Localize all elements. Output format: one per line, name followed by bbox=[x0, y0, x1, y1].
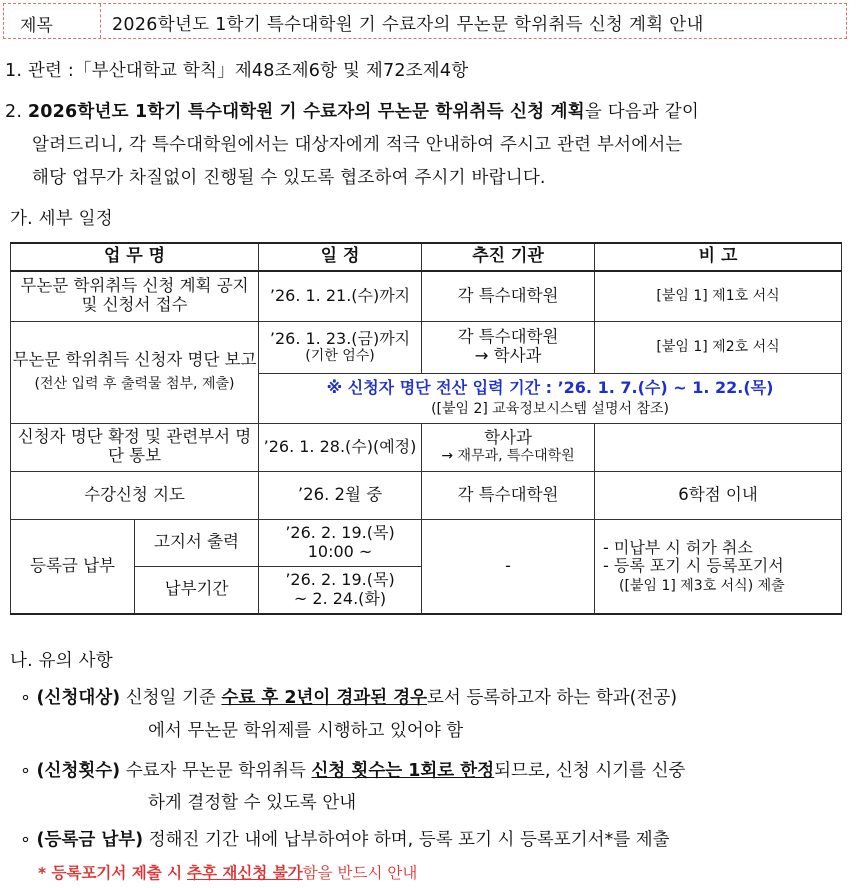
subtask-cell: 고지서 출력 bbox=[135, 519, 259, 566]
title-box bbox=[3, 3, 847, 39]
note-line: ([붙임 1] 제3호 서식) 제출 bbox=[619, 577, 785, 594]
input-period-reference: ([붙임 2] 교육정보시스템 설명서 참조) bbox=[431, 401, 669, 418]
note-line: - 등록 포기 시 등록포기서 bbox=[603, 556, 784, 576]
date-subtext: ~ 2. 24.(화) bbox=[293, 588, 387, 608]
bullet-icon: ∘ bbox=[20, 830, 31, 850]
note-count-line-2: 하게 결정할 수 있도록 안내 bbox=[148, 793, 357, 813]
note-head: (신청횟수) bbox=[36, 761, 121, 781]
date-cell bbox=[259, 321, 422, 373]
note-underline: 수료 후 2년이 경과된 경우 bbox=[221, 688, 428, 708]
date-cell: ’26. 1. 28.(수)(예정) bbox=[259, 423, 422, 471]
date-subtext: 10:00 ~ bbox=[307, 541, 373, 561]
org-text: 각 특수대학원 bbox=[457, 327, 559, 347]
note-text: 되므로, 신청 시기를 신중 bbox=[494, 761, 686, 781]
note-count bbox=[20, 757, 685, 782]
note-text: 신청일 기준 bbox=[125, 688, 216, 708]
date-text: ’26. 2. 19.(목) bbox=[285, 570, 395, 590]
note-target-line-2: 에서 무논문 학위제를 시행하고 있어야 함 bbox=[148, 721, 464, 741]
schedule-table bbox=[10, 242, 842, 615]
note-text: 정해진 기간 내에 납부하여야 하며, 등록 포기 시 등록포기서*를 제출 bbox=[148, 830, 670, 850]
note-underline: 신청 횟수는 1회로 한정 bbox=[311, 761, 495, 781]
date-cell: ’26. 2월 중 bbox=[259, 471, 422, 519]
header-task: 업 무 명 bbox=[11, 243, 259, 271]
table-row bbox=[11, 321, 842, 373]
warning-note bbox=[38, 861, 417, 883]
title-divider bbox=[100, 4, 101, 38]
item-1-reference: 1. 관련 :「부산대학교 학칙」제48조제6항 및 제72조제4항 bbox=[5, 61, 469, 81]
org-cell: - bbox=[422, 519, 595, 614]
header-org: 추진 기관 bbox=[422, 243, 595, 271]
highlight-cell bbox=[259, 373, 842, 423]
org-cell bbox=[422, 423, 595, 471]
task-cell: 신청자 명단 확정 및 관련부서 명단 통보 bbox=[11, 423, 259, 471]
note-cell: [붙임 1] 제2호 서식 bbox=[595, 321, 842, 373]
org-subtext: → 학사과 bbox=[474, 346, 542, 365]
table-row bbox=[11, 271, 842, 321]
note-payment bbox=[20, 826, 670, 851]
date-text: ’26. 2. 19.(목) bbox=[285, 523, 395, 543]
note-text: 로서 등록하고자 하는 학과(전공) bbox=[427, 688, 678, 708]
task-cell: 수강신청 지도 bbox=[11, 471, 259, 519]
note-head: (신청대상) bbox=[36, 688, 121, 708]
subtask-cell: 납부기간 bbox=[135, 566, 259, 614]
task-cell: 등록금 납부 bbox=[11, 519, 135, 614]
task-cell bbox=[11, 321, 259, 423]
table-row bbox=[11, 471, 842, 519]
input-period-highlight: ※ 신청자 명단 전산 입력 기간 : ’26. 1. 7.(수) ~ 1. 22.(목) bbox=[326, 377, 774, 397]
table-row bbox=[11, 423, 842, 471]
document-title: 2026학년도 1학기 특수대학원 기 수료자의 무논문 학위취득 신청 계획 안내 bbox=[112, 15, 704, 35]
warning-lead: * 등록포기서 제출 시 bbox=[38, 864, 183, 882]
note-cell bbox=[595, 519, 842, 614]
date-cell bbox=[259, 519, 422, 566]
org-text: 학사과 bbox=[484, 428, 532, 448]
bullet-icon: ∘ bbox=[20, 688, 31, 708]
task-text: 무논문 학위취득 신청자 명단 보고 bbox=[12, 350, 257, 370]
header-schedule: 일 정 bbox=[259, 243, 422, 271]
note-cell: 6학점 이내 bbox=[595, 471, 842, 519]
item-2-line-3: 해당 업무가 차질없이 진행될 수 있도록 협조하여 주시기 바랍니다. bbox=[32, 168, 546, 188]
section-b-heading: 나. 유의 사항 bbox=[10, 651, 113, 671]
section-a-heading: 가. 세부 일정 bbox=[10, 209, 113, 229]
date-subtext: (기한 엄수) bbox=[305, 348, 375, 365]
warning-underline: 추후 재신청 불가 bbox=[187, 864, 303, 882]
note-target bbox=[20, 684, 677, 709]
task-subtext: (전산 입력 후 출력물 첨부, 제출) bbox=[34, 376, 235, 393]
title-label: 제목 bbox=[20, 16, 53, 36]
item-2-line-1 bbox=[5, 98, 699, 123]
note-head: (등록금 납부) bbox=[36, 830, 144, 850]
date-cell: ’26. 1. 21.(수)까지 bbox=[259, 271, 422, 321]
org-cell bbox=[422, 321, 595, 373]
note-text: 수료자 무논문 학위취득 bbox=[125, 761, 306, 781]
item-2-line-2: 알려드리니, 각 특수대학원에서는 대상자에게 적극 안내하여 주시고 관련 부서에서는 bbox=[32, 135, 683, 155]
warning-tail: 함을 반드시 안내 bbox=[302, 864, 418, 882]
org-subtext: → 재무과, 특수대학원 bbox=[441, 448, 575, 465]
table-row bbox=[11, 519, 842, 566]
item-2-number: 2. bbox=[5, 102, 23, 122]
date-text: ’26. 1. 23.(금)까지 bbox=[269, 328, 411, 348]
org-cell: 각 특수대학원 bbox=[422, 471, 595, 519]
note-line: - 미납부 시 허가 취소 bbox=[603, 537, 753, 557]
header-note: 비 고 bbox=[595, 243, 842, 271]
note-cell bbox=[595, 423, 842, 471]
bullet-icon: ∘ bbox=[20, 761, 31, 781]
item-2-rest: 을 다음과 같이 bbox=[584, 102, 699, 122]
item-2-bold-lead: 2026학년도 1학기 특수대학원 기 수료자의 무논문 학위취득 신청 계획 bbox=[27, 102, 585, 122]
task-cell: 무논문 학위취득 신청 계획 공지 및 신청서 접수 bbox=[11, 271, 259, 321]
date-cell bbox=[259, 566, 422, 614]
org-cell: 각 특수대학원 bbox=[422, 271, 595, 321]
table-header-row bbox=[11, 243, 842, 271]
note-cell: [붙임 1] 제1호 서식 bbox=[595, 271, 842, 321]
